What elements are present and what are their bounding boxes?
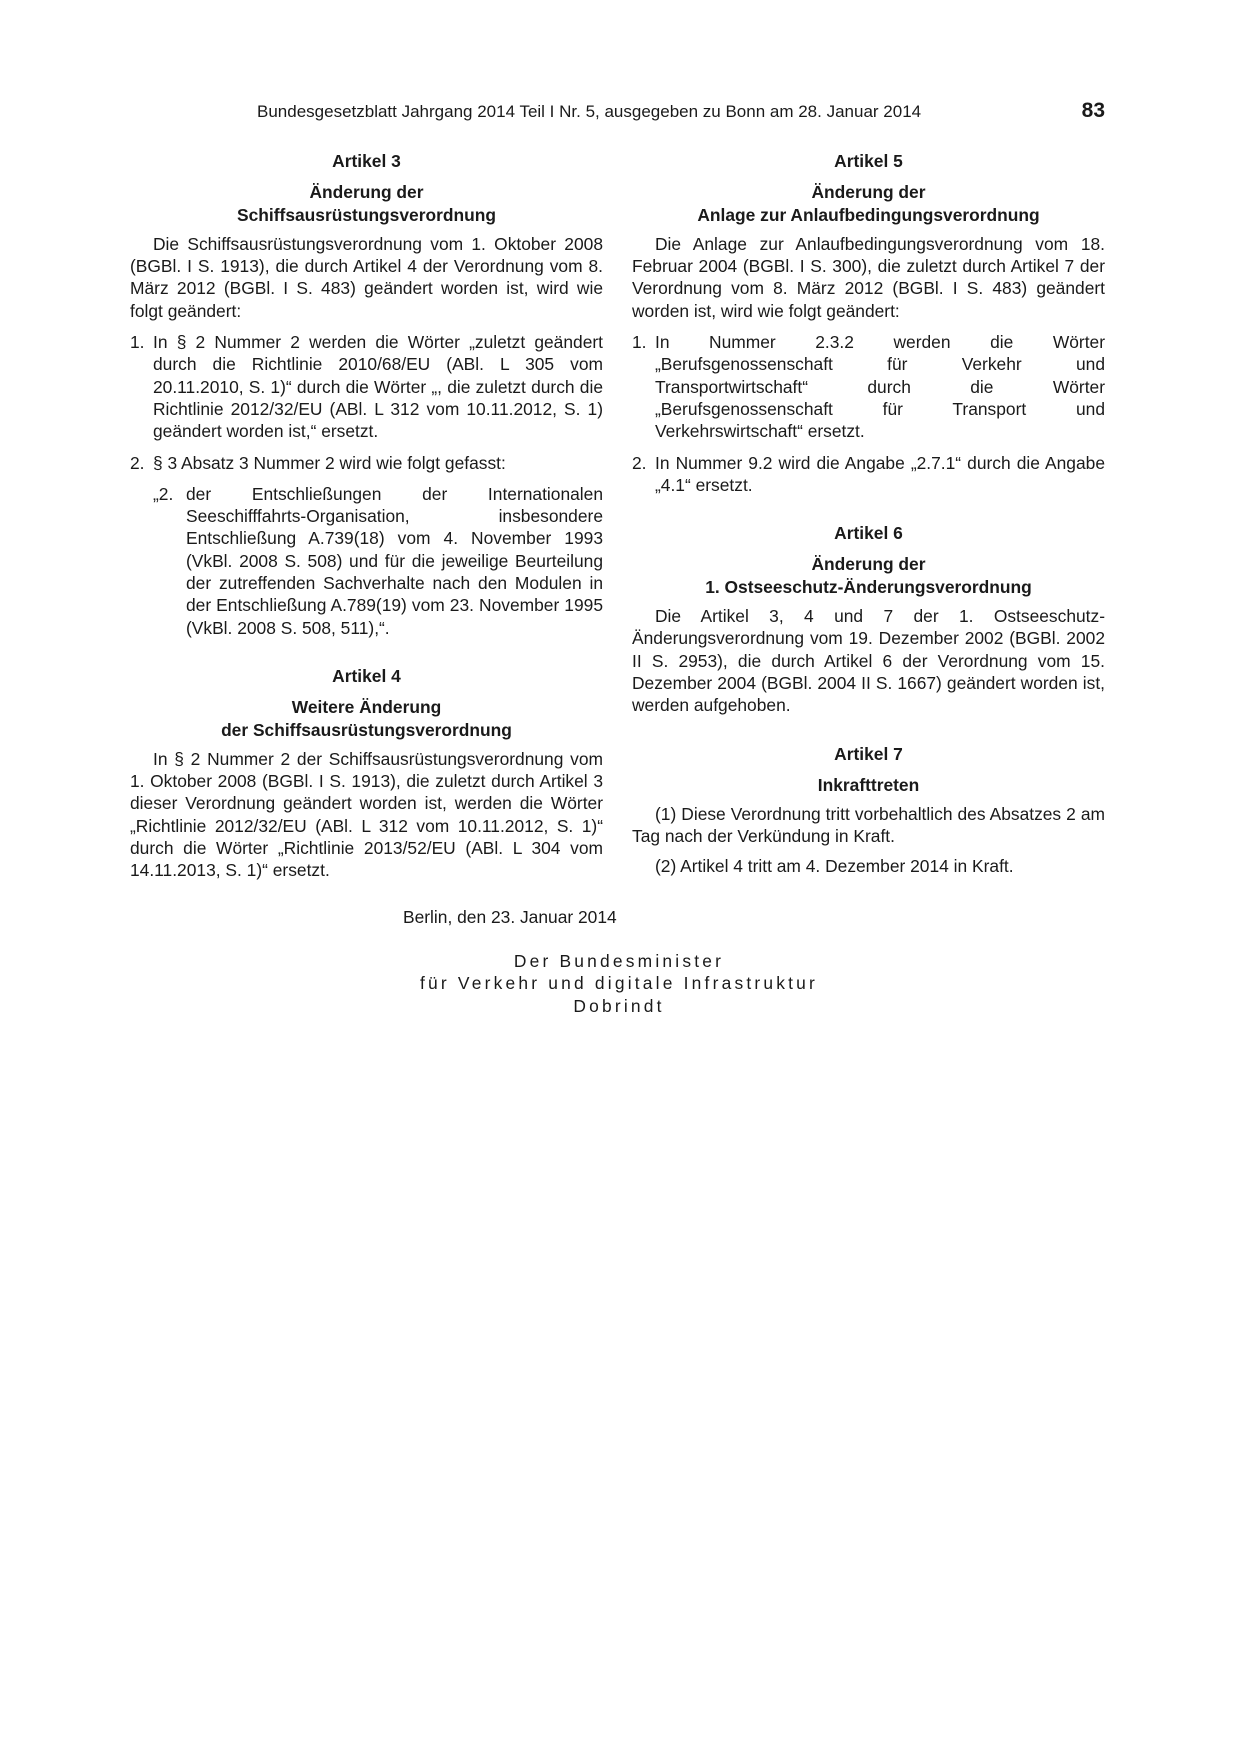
quote-text: der Entschließungen der Internationalen Seeschifffahrts-Organisation, insbesondere Entschließung A.739(18) vom 4. November 1993 (VkBl. 2008 S. 508) und für die jeweilige Beurteilung der zutreffenden Sachverhalte nach den Modulen in der Entschließung A.789(19) vom 23. November 1995 (VkBl. 2008 S. 508, 511),“. [186,483,603,638]
ministry-name: für Verkehr und digitale Infrastruktur [419,973,819,994]
header-title: Bundesgesetzblatt Jahrgang 2014 Teil I Nr. 5, ausgegeben zu Bonn am 28. Januar 2014 [257,102,922,121]
article-title [130,696,603,741]
minister-name: Dobrindt [573,995,665,1016]
article-number: Artikel 5 [834,151,903,171]
minister-title: Der Bundesminister [513,951,725,971]
article-title [130,181,603,226]
article-paragraph: (1) Diese Verordnung tritt vorbehaltlich des Absatzes 2 am Tag nach der Verkündung in Kraft. [632,804,1105,847]
quoted-amendment [130,483,603,639]
list-text: In Nummer 9.2 wird die Angabe „2.7.1“ durch die Angabe „4.1“ ersetzt. [655,452,1105,495]
list-text: In § 2 Nummer 2 werden die Wörter „zuletzt geändert durch die Richtlinie 2010/68/EU (ABl. L 305 vom 20.11.2010, S. 1)“ durch die Wörter „, die zuletzt durch die Richtlinie 2012/32/EU (ABl. L 312 vom 10.11.2012, S. 1) geändert worden ist,“ ersetzt. [153,332,603,442]
list-text: § 3 Absatz 3 Nummer 2 wird wie folgt gefasst: [153,452,506,473]
list-item [130,331,603,442]
list-number: 2. [632,452,647,473]
article-title-line: Änderung der [811,182,926,203]
minister-signature [330,950,908,1017]
right-column [632,150,1105,877]
page-number: 83 [1081,99,1105,122]
article-number: Artikel 7 [834,743,903,764]
article-title-line: 1. Ostseeschutz-Änderungsverordnung [705,576,1032,597]
article-title [632,553,1105,598]
left-column [130,150,603,882]
place-date: Berlin, den 23. Januar 2014 [403,907,617,927]
article-title-line: Änderung der [811,554,926,575]
article-title-line: Änderung der [309,182,424,203]
article-number: Artikel 4 [332,665,401,686]
artikel-7 [632,743,1105,877]
list-item [130,452,603,474]
article-intro: Die Anlage zur Anlaufbedingungsverordnung vom 18. Februar 2004 (BGBl. I S. 300), die zuletzt durch Artikel 7 der Verordnung vom 8. März 2012 (BGBl. I S. 483) geändert worden ist, wird wie folgt geändert: [632,233,1105,321]
article-title [632,181,1105,226]
list-number: 2. [130,452,145,473]
article-spacer [632,717,1105,743]
article-number: Artikel 3 [332,151,401,171]
article-title-line: der Schiffsausrüstungsverordnung [221,719,512,740]
list-item [632,331,1105,442]
article-title-line: Schiffsausrüstungsverordnung [237,204,496,225]
article-text: Die Artikel 3, 4 und 7 der 1. Ostseeschutz-Änderungsverordnung vom 19. Dezember 2002 (BGBl. 2002 II S. 2953), die durch Artikel 6 der Verordnung vom 15. Dezember 2004 (BGBl. 2004 II S. 1667) geändert worden ist, werden aufgehoben. [632,606,1105,716]
list-text: In Nummer 2.3.2 werden die Wörter „Berufsgenossenschaft für Verkehr und Transportwirtschaft“ durch die Wörter „Berufsgenossenschaft für Transport und Verkehrswirtschaft“ ersetzt. [655,332,1105,442]
list-number: 1. [632,332,647,353]
article-spacer [632,496,1105,522]
artikel-4 [130,665,603,882]
quote-number: „2. [153,483,174,504]
artikel-6 [632,522,1105,716]
article-spacer [130,639,603,665]
list-number: 1. [130,332,145,353]
article-title: Inkrafttreten [817,774,920,795]
article-number: Artikel 6 [834,523,903,544]
list-item [632,452,1105,497]
article-paragraph: (2) Artikel 4 tritt am 4. Dezember 2014 in Kraft. [655,855,1014,876]
artikel-3 [130,150,603,639]
article-title-line: Anlage zur Anlaufbedingungsverordnung [697,204,1040,225]
article-intro: Die Schiffsausrüstungsverordnung vom 1. Oktober 2008 (BGBl. I S. 1913), die durch Artikel 4 der Verordnung vom 8. März 2012 (BGBl. I S. 483) geändert worden ist, wird wie folgt geändert: [130,233,603,321]
article-text: In § 2 Nummer 2 der Schiffsausrüstungsverordnung vom 1. Oktober 2008 (BGBl. I S. 1913), die zuletzt durch Artikel 3 dieser Verordnung geändert worden ist, werden die Wörter „Richtlinie 2012/32/EU (ABl. L 312 vom 10.11.2012, S. 1)“ durch die Wörter „Richtlinie 2013/52/EU (ABl. L 304 vom 14.11.2013, S. 1)“ ersetzt. [130,748,603,881]
page-header [130,100,1105,124]
article-title-line: Weitere Änderung [291,697,442,718]
artikel-5 [632,150,1105,496]
